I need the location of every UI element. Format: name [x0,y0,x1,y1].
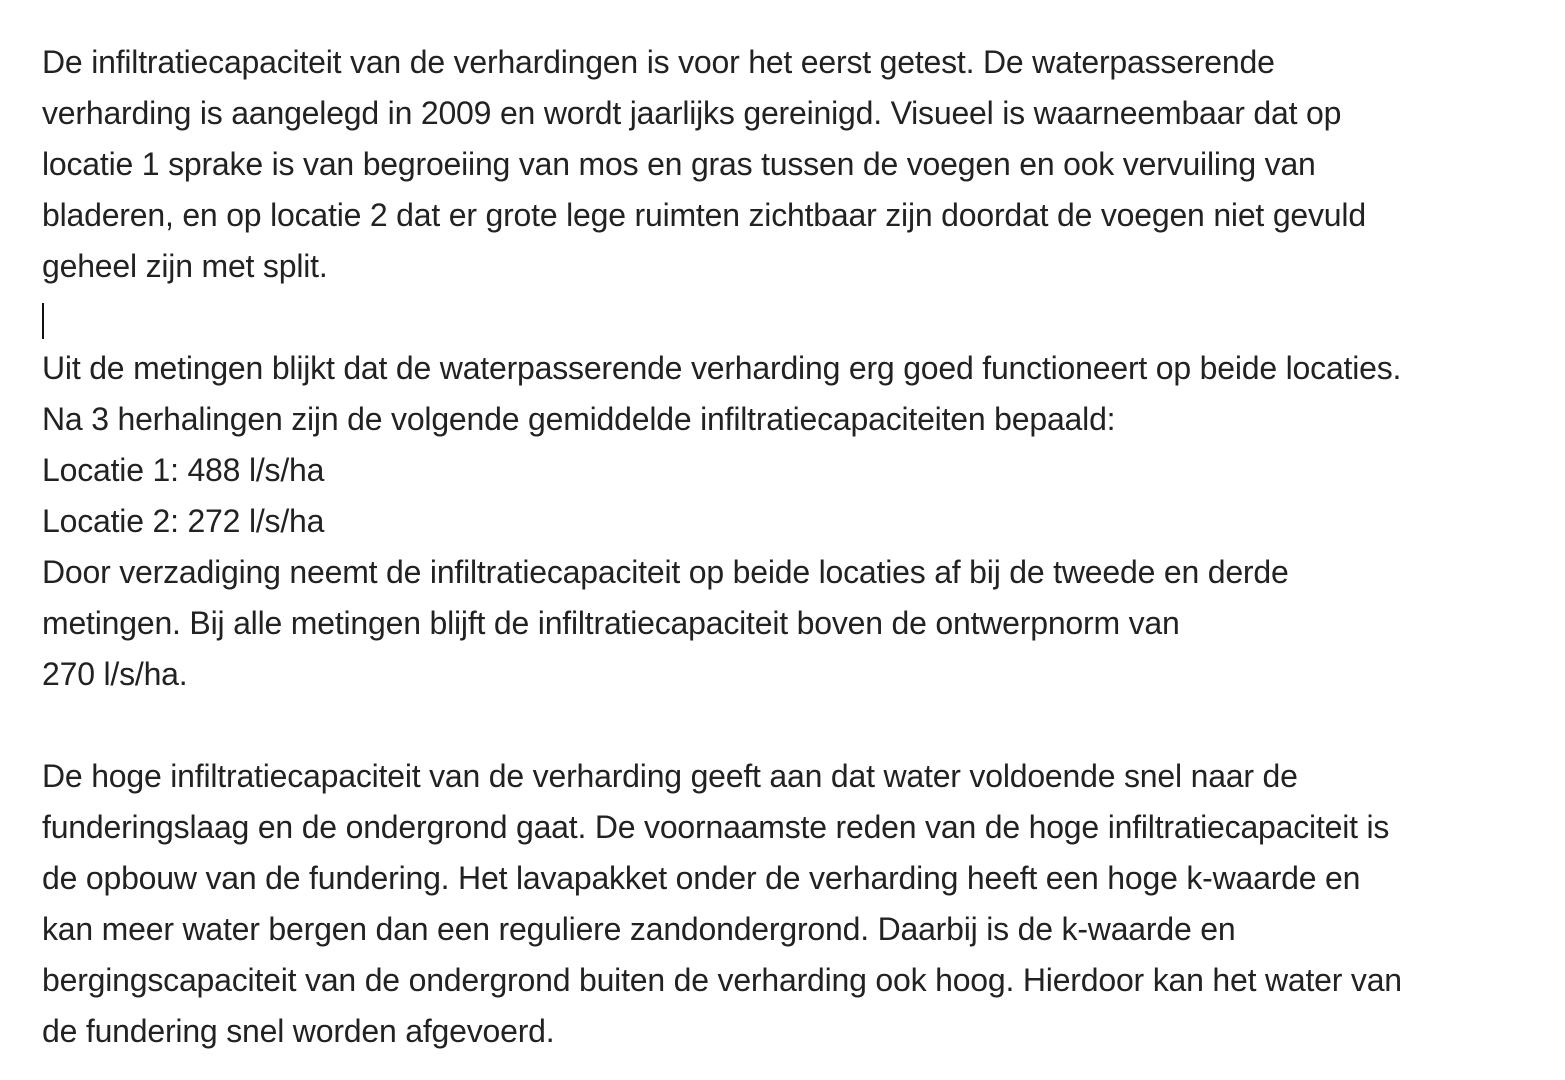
text-line: funderingslaag en de ondergrond gaat. De voornaamste reden van de hoge infiltratiecapaciteit is [42,809,1390,845]
text-cursor [42,303,44,339]
paragraph-3 [42,751,1542,1057]
text-line: 270 l/s/ha. [42,656,188,692]
text-line: de fundering snel worden afgevoerd. [42,1013,555,1049]
document-body[interactable] [42,37,1542,1057]
text-line: verharding is aangelegd in 2009 en wordt jaarlijks gereinigd. Visueel is waarneembaar dat op [42,95,1342,131]
text-line: geheel zijn met split. [42,248,328,284]
text-line: de opbouw van de fundering. Het lavapakket onder de verharding heeft een hoge k-waarde en [42,860,1361,896]
text-line: Locatie 2: 272 l/s/ha [42,503,325,539]
text-line: Uit de metingen blijkt dat de waterpasserende verharding erg goed functioneert op beide locaties. [42,350,1402,386]
text-line: Door verzadiging neemt de infiltratiecapaciteit op beide locaties af bij de tweede en derde [42,554,1289,590]
text-line: De hoge infiltratiecapaciteit van de verharding geeft aan dat water voldoende snel naar de [42,758,1298,794]
empty-line-with-cursor[interactable] [42,292,1542,343]
paragraph-2 [42,343,1542,700]
text-line: Locatie 1: 488 l/s/ha [42,452,325,488]
text-line: bladeren, en op locatie 2 dat er grote lege ruimten zichtbaar zijn doordat de voegen niet gevuld [42,197,1366,233]
text-line: De infiltratiecapaciteit van de verhardingen is voor het eerst getest. De waterpasserende [42,44,1275,80]
text-line: bergingscapaciteit van de ondergrond buiten de verharding ook hoog. Hierdoor kan het water van [42,962,1402,998]
text-line: kan meer water bergen dan een reguliere zandondergrond. Daarbij is de k-waarde en [42,911,1236,947]
text-line: locatie 1 sprake is van begroeiing van mos en gras tussen de voegen en ook vervuiling van [42,146,1316,182]
text-line: metingen. Bij alle metingen blijft de infiltratiecapaciteit boven de ontwerpnorm van [42,605,1180,641]
paragraph-1 [42,37,1542,292]
empty-line [42,700,1542,751]
text-line: Na 3 herhalingen zijn de volgende gemiddelde infiltratiecapaciteiten bepaald: [42,401,1116,437]
